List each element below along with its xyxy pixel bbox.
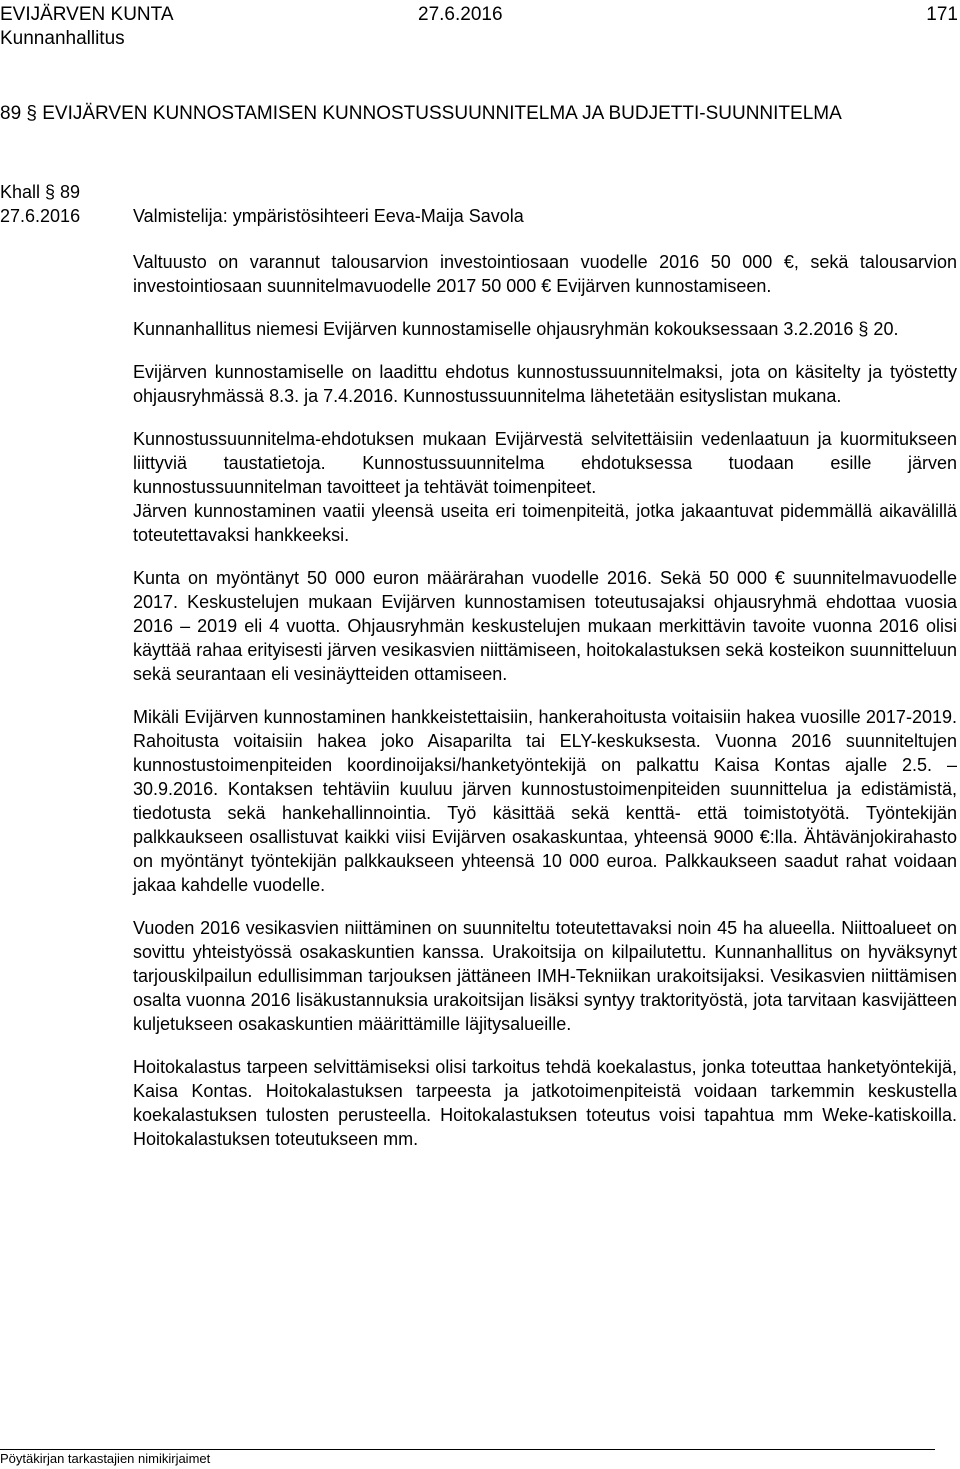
paragraph-long-term: Järven kunnostaminen vaatii yleensä useita eri toimenpiteitä, jotka jakaantuvat pidemmällä aikavälillä toteutettavaksi hankkeeksi.	[133, 501, 957, 545]
paragraph-plant-cutting: Vuoden 2016 vesikasvien niittäminen on suunniteltu toteutettavaksi noin 45 ha alueella. Niittoalueet on sovittu yhteistyössä osakaskuntien kanssa. Urakoitsija on kilpailutettu. Kunnanhallitus on hyväksynyt tarjouskilpailun edullisimman tarjouksen jättäneen IMH-Tekniikan urakoitsijaksi. Vesikasvien niittämisen osalta vuonna 2016 lisäkustannuksia urakoitsijan lisäksi syntyy traktorityöstä, jota tarvitaan kasvijätteen kuljetukseen osakaskuntien määrittämille läjitysalueille.	[133, 918, 957, 1034]
minutes-body	[133, 250, 957, 1170]
section-title: 89 § EVIJÄRVEN KUNNOSTAMISEN KUNNOSTUSSUUNNITELMA JA BUDJETTI-SUUNNITELMA	[0, 103, 842, 124]
header-date: 27.6.2016	[418, 4, 503, 25]
governing-body: Kunnanhallitus	[0, 28, 125, 49]
page-number: 171	[926, 4, 958, 25]
paragraph-project-worker: Mikäli Evijärven kunnostaminen hankkeistettaisiin, hankerahoitusta voitaisiin hakea vuosille 2017-2019. Rahoitusta voitaisiin hakea joko Aisaparilta tai ELY-keskuksesta. Vuonna 2016 suunniteltujen kunnostustoimenpiteiden koordinoijaksi/hanketyöntekijä on palkattu Kaisa Kontas ajalle 2.5. – 30.9.2016. Kontaksen tehtäviin kuuluu järven kunnostustoimenpiteiden suunnittelua ja edistämistä, tiedotusta sekä hankehallinnointia. Työ käsittää sekä kenttä- että toimistotyötä. Työntekijän palkkaukseen osallistuvat kaikki viisi Evijärven osakaskuntaa, yhteensä 9000 €:lla. Ähtävänjokirahasto on myöntänyt työntekijän palkkaukseen yhteensä 10 000 euroa. Palkkaukseen saadut rahat voidaan jakaa kahdelle vuodelle.	[133, 707, 957, 895]
paragraph-fish-management: Hoitokalastus tarpeen selvittämiseksi olisi tarkoitus tehdä koekalastus, jonka toteuttaa hanketyöntekijä, Kaisa Kontas. Hoitokalastuksen tarpeesta ja jatkotoimenpiteistä voidaan tarkemmin keskustella koekalastuksen tulosten perusteella. Hoitokalastuksen toteutus voisi tapahtua mm Weke-katiskoilla. Hoitokalastuksen toteutukseen mm.	[133, 1057, 957, 1149]
paragraph-funding: Kunta on myöntänyt 50 000 euron määrärahan vuodelle 2016. Sekä 50 000 € suunnitelmavuodelle 2017. Keskustelujen mukaan Evijärven kunnostamisen toteutusajaksi ohjausryhmä ehdottaa vuosia 2016 – 2019 eli 4 vuotta. Ohjausryhmän keskustelujen mukaan merkittävin tavoite vuonna 2016 olisi käyttää rahaa erityisesti järven vesikasvien niittämiseen, hoitokalastuksen sekä kosteikon suunnitteluun sekä seurantaan eli vesinäytteiden ottamiseen.	[133, 568, 957, 684]
paragraph-plan-contents: Kunnostussuunnitelma-ehdotuksen mukaan Evijärvestä selvitettäisiin vedenlaatuun ja kuormitukseen liittyviä taustatietoja. Kunnostussuunnitelma ehdotuksessa tuodaan esille järven kunnostussuunnitelman tavoitteet ja tehtävät toimenpiteet.	[133, 429, 957, 497]
preparer-line: Valmistelija: ympäristösihteeri Eeva-Maija Savola	[133, 206, 524, 226]
paragraph-proposal: Evijärven kunnostamiselle on laadittu ehdotus kunnostussuunnitelmaksi, jota on käsitelty ja työstetty ohjausryhmässä 8.3. ja 7.4.2016. Kunnostussuunnitelma lähetetään esityslistan mukana.	[133, 362, 957, 406]
municipality-name: EVIJÄRVEN KUNTA	[0, 4, 174, 25]
paragraph-budget: Valtuusto on varannut talousarvion investointiosaan vuodelle 2016 50 000 €, sekä talousarvion investointiosaan suunnitelmavuodelle 2017 50 000 € Evijärven kunnostamiseen.	[133, 252, 957, 296]
meeting-reference: Khall § 89	[0, 182, 81, 202]
signature-label: Pöytäkirjan tarkastajien nimikirjaimet	[0, 1451, 211, 1466]
page-header	[0, 2, 960, 28]
meeting-date: 27.6.2016	[0, 206, 81, 226]
paragraph-steering-group: Kunnanhallitus niemesi Evijärven kunnostamiselle ohjausryhmän kokouksessaan 3.2.2016 § 20.	[133, 319, 899, 339]
